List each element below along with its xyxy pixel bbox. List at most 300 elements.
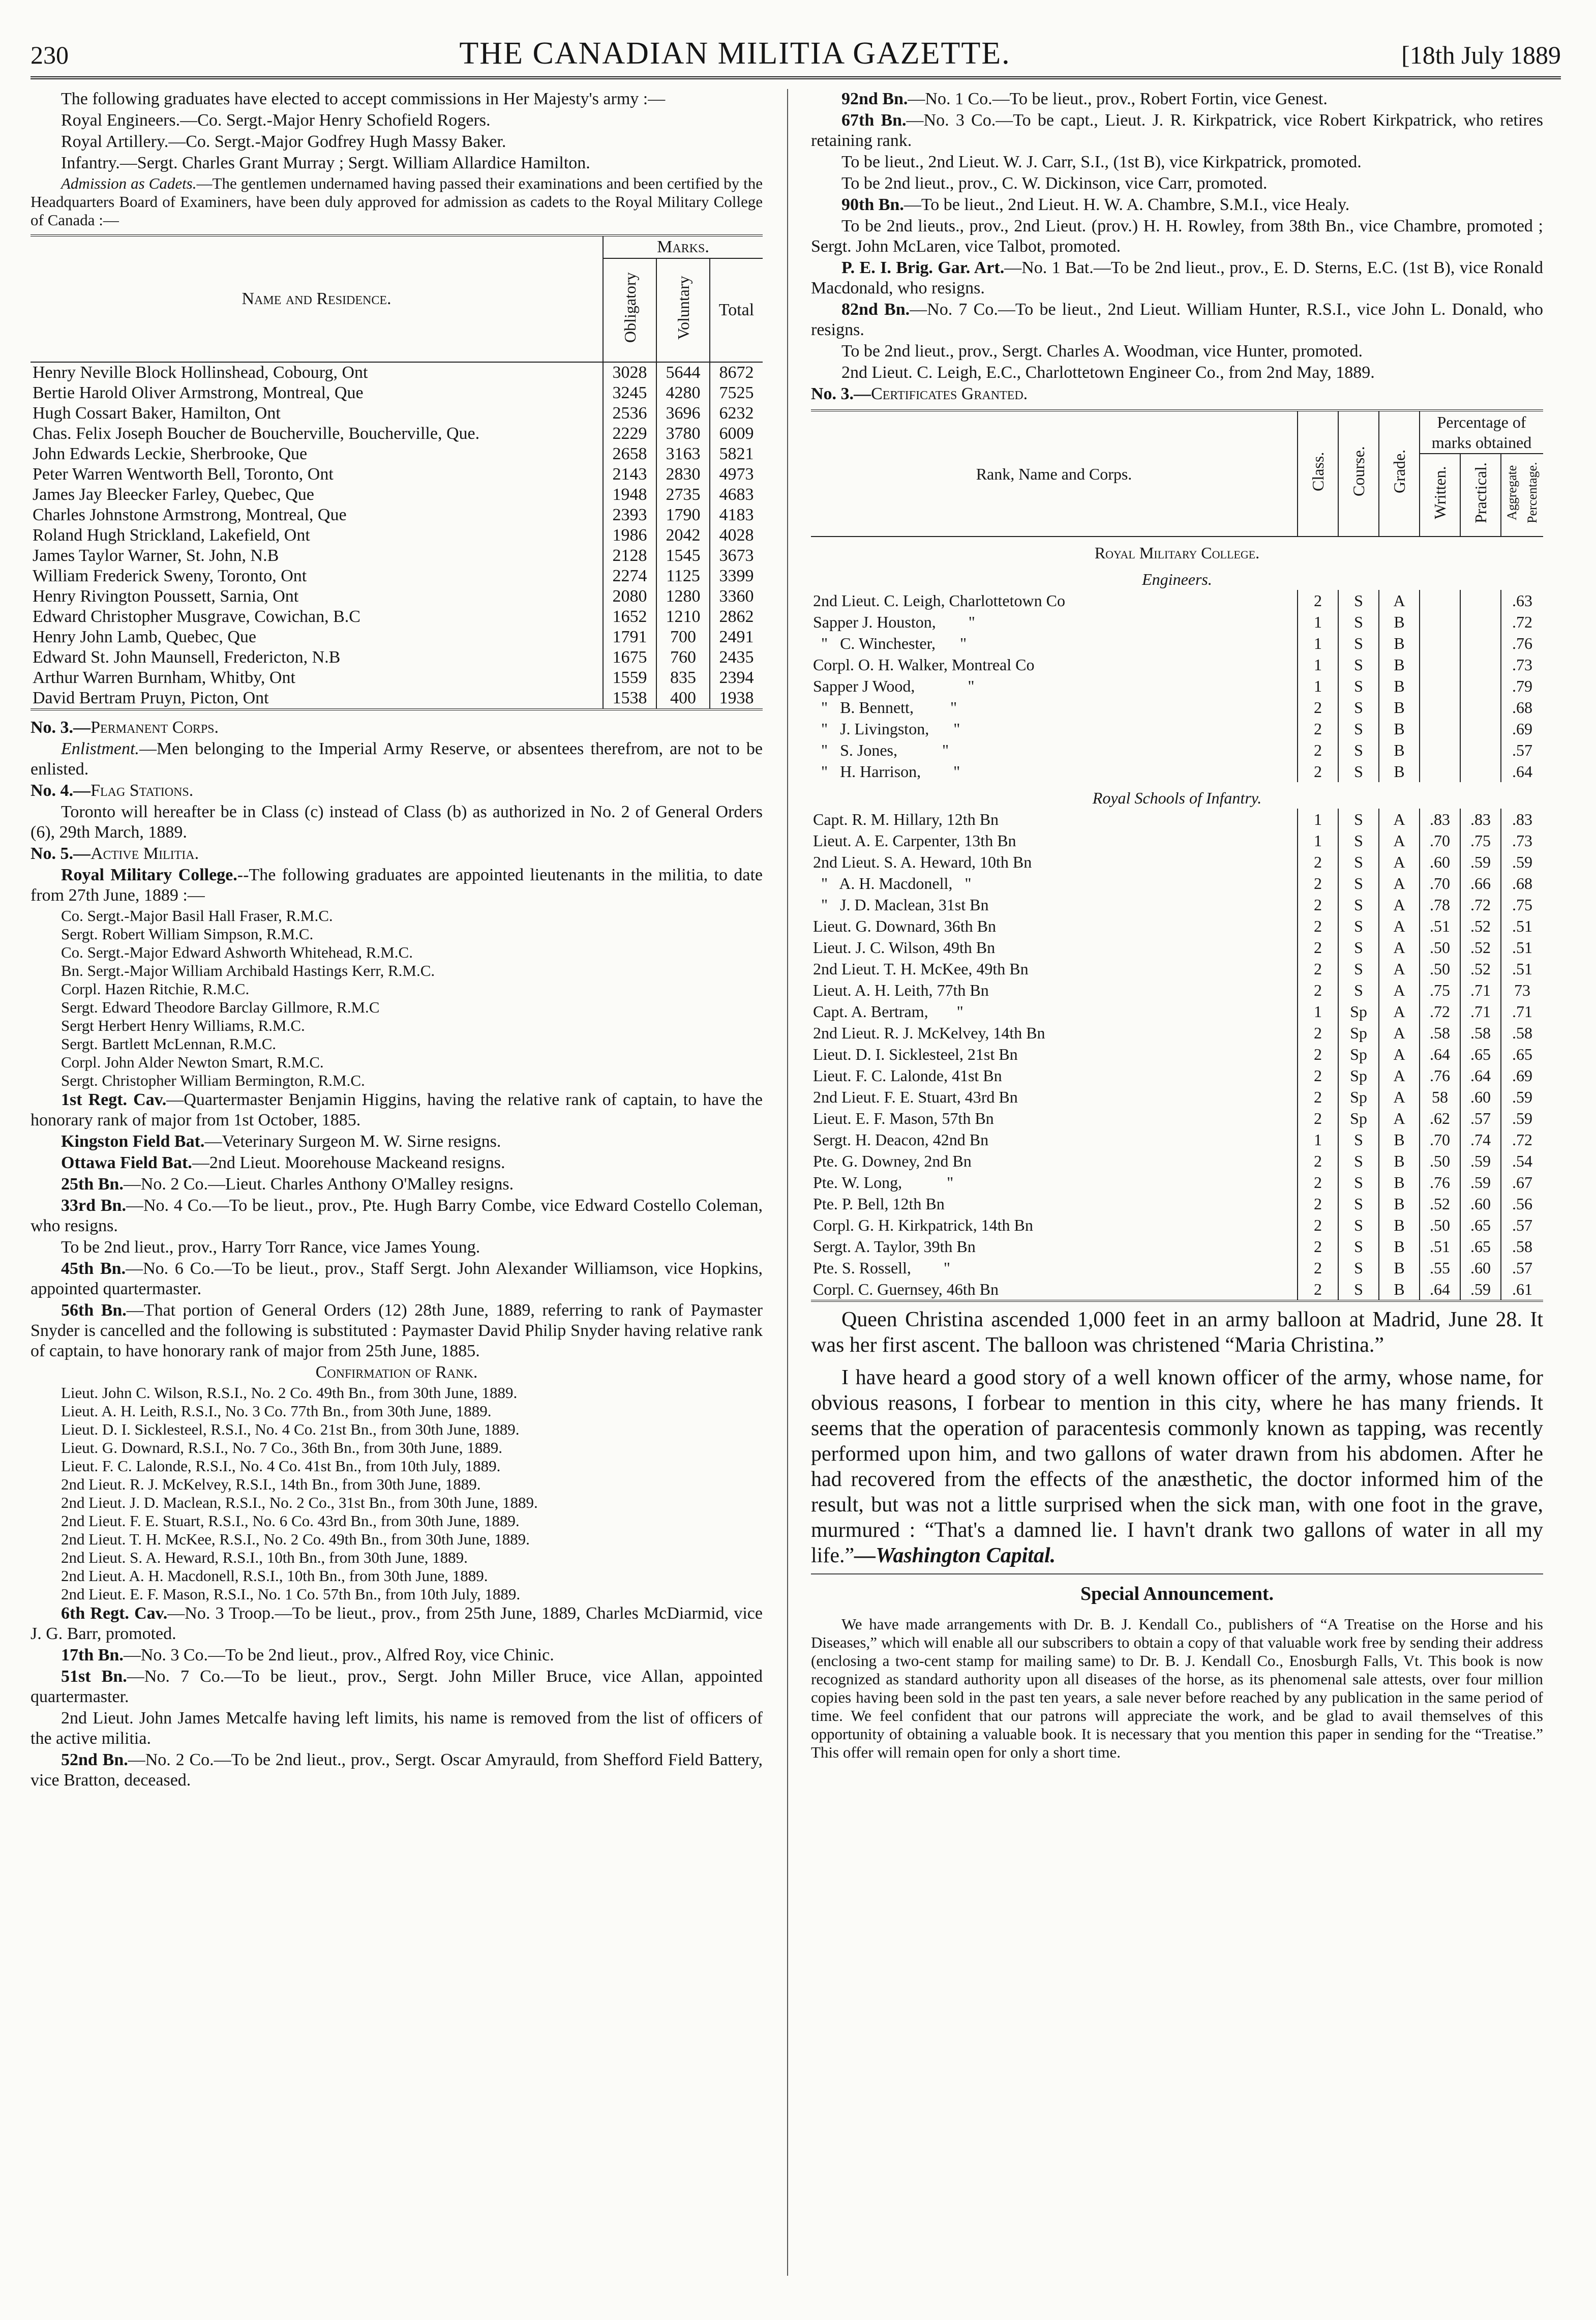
rank-name-cell: Lieut. F. C. Lalonde, 41st Bn xyxy=(813,1066,1002,1085)
table-row xyxy=(31,505,763,525)
table-row xyxy=(811,809,1543,830)
practical-cell xyxy=(1460,654,1501,675)
total-header: Total xyxy=(710,258,763,362)
list-item: Corpl. Hazen Ritchie, R.M.C. xyxy=(61,980,250,998)
infantry-section-heading: Royal Schools of Infantry. xyxy=(1092,789,1262,807)
masthead-title: THE CANADIAN MILITIA GAZETTE. xyxy=(459,36,1011,71)
table-row xyxy=(811,1236,1543,1257)
table-row xyxy=(31,444,763,464)
no3-heading: No. 3.—Permanent Corps. xyxy=(31,718,219,737)
total-cell: 4973 xyxy=(710,464,763,485)
aggregate-cell: 73 xyxy=(1501,979,1543,1001)
obligatory-cell: 2393 xyxy=(603,505,656,525)
total-cell: 3673 xyxy=(710,546,763,566)
course-cell: S xyxy=(1338,739,1379,761)
bn82-paragraph: 82nd Bn.—No. 7 Co.—To be lieut., 2nd Lieut. William Hunter, R.S.I., vice John L. Donald, who resigns. xyxy=(811,300,1543,339)
aggregate-cell: .68 xyxy=(1501,873,1543,894)
grade-cell: A xyxy=(1379,590,1420,611)
table-row xyxy=(811,1278,1543,1301)
cadet-name-cell: James Taylor Warner, St. John, N.B xyxy=(33,546,279,565)
aggregate-cell: .72 xyxy=(1501,1129,1543,1150)
list-item: Sergt. Robert William Simpson, R.M.C. xyxy=(61,925,314,943)
obligatory-cell: 2274 xyxy=(603,566,656,586)
written-cell: .50 xyxy=(1420,937,1460,958)
aggregate-cell: .56 xyxy=(1501,1193,1543,1214)
practical-cell: .59 xyxy=(1460,1150,1501,1172)
bn25-paragraph: 25th Bn.—No. 2 Co.—Lieut. Charles Anthony O'Malley resigns. xyxy=(61,1175,514,1194)
rank-name-cell: " S. Jones, " xyxy=(813,741,949,759)
table-row xyxy=(811,1257,1543,1278)
table-row xyxy=(811,915,1543,937)
table-row xyxy=(31,464,763,485)
table-row xyxy=(811,830,1543,851)
class-cell: 2 xyxy=(1298,761,1338,782)
table-row xyxy=(31,607,763,627)
voluntary-cell: 3163 xyxy=(656,444,710,464)
class-cell: 1 xyxy=(1298,809,1338,830)
obligatory-cell: 2229 xyxy=(603,424,656,444)
no5-heading: No. 5.—Active Militia. xyxy=(31,844,199,863)
aggregate-cell: .69 xyxy=(1501,1065,1543,1086)
practical-cell: .65 xyxy=(1460,1044,1501,1065)
aggregate-cell: .61 xyxy=(1501,1278,1543,1301)
course-cell: S xyxy=(1338,675,1379,697)
practical-cell xyxy=(1460,718,1501,739)
cadets-paragraph xyxy=(31,174,763,229)
obligatory-header: Obligatory xyxy=(620,272,639,343)
grade-cell: A xyxy=(1379,1001,1420,1022)
list-item: Bn. Sergt.-Major William Archibald Hastings Kerr, R.M.C. xyxy=(61,962,435,979)
rank-name-cell: " J. Livingston, " xyxy=(813,720,960,738)
grade-cell: A xyxy=(1379,1086,1420,1108)
course-cell: S xyxy=(1338,1236,1379,1257)
rank-name-corps-header: Rank, Name and Corps. xyxy=(811,410,1298,537)
obligatory-cell: 3028 xyxy=(603,362,656,383)
course-cell: S xyxy=(1338,590,1379,611)
aggregate-cell: .59 xyxy=(1501,1086,1543,1108)
written-cell: .62 xyxy=(1420,1108,1460,1129)
cadets-marks-table xyxy=(31,234,763,710)
class-cell: 2 xyxy=(1298,718,1338,739)
class-cell: 2 xyxy=(1298,739,1338,761)
course-cell: S xyxy=(1338,830,1379,851)
voluntary-cell: 400 xyxy=(656,688,710,709)
practical-cell xyxy=(1460,611,1501,633)
class-cell: 2 xyxy=(1298,873,1338,894)
grade-cell: B xyxy=(1379,1129,1420,1150)
list-item: Lieut. G. Downard, R.S.I., No. 7 Co., 36th Bn., from 30th June, 1889. xyxy=(61,1439,502,1456)
course-cell: S xyxy=(1338,979,1379,1001)
aggregate-cell: .58 xyxy=(1501,1236,1543,1257)
course-header: Course. xyxy=(1349,446,1368,497)
aggregate-cell: .63 xyxy=(1501,590,1543,611)
cadet-name-cell: Roland Hugh Strickland, Lakefield, Ont xyxy=(33,526,310,545)
practical-cell: .58 xyxy=(1460,1022,1501,1044)
table-row xyxy=(811,611,1543,633)
class-cell: 2 xyxy=(1298,1022,1338,1044)
no4-heading: No. 4.—Flag Stations. xyxy=(31,781,194,800)
bn56-paragraph: 56th Bn.—That portion of General Orders (12) 28th June, 1889, referring to rank of Paymaster Snyder is cancelled and the following is substituted : Paymaster David Philip Snyder having relative rank of captain, to have honorary rank of major from 25th June, 1885. xyxy=(31,1301,763,1360)
aggregate-cell: .67 xyxy=(1501,1172,1543,1193)
practical-cell: .59 xyxy=(1460,1278,1501,1301)
table-row xyxy=(31,566,763,586)
rank-name-cell: Lieut. E. F. Mason, 57th Bn xyxy=(813,1109,994,1127)
page-header xyxy=(31,36,1561,79)
story-paragraph: I have heard a good story of a well known officer of the army, whose name, for obvious reasons, I forbear to mention in this city, where he has many friends. It seems that the operation of paracentesis commonly known as tapping, was recently performed upon him, and two gallons of water drawn from his abdomen. After he had recovered from the effects of the anæsthetic, the doctor informed him of the result, but was not a little surprised when the sick man, with one foot in the grave, murmured : “That's a damned lie. I havn't drank two gallons of water in all my life.”—Washington Capital. xyxy=(811,1366,1543,1567)
grade-cell: A xyxy=(1379,979,1420,1001)
practical-cell xyxy=(1460,697,1501,718)
grade-cell: A xyxy=(1379,809,1420,830)
total-cell: 5821 xyxy=(710,444,763,464)
class-cell: 2 xyxy=(1298,1108,1338,1129)
course-cell: S xyxy=(1338,1257,1379,1278)
grade-cell: B xyxy=(1379,739,1420,761)
grade-cell: A xyxy=(1379,894,1420,915)
voluntary-cell: 3696 xyxy=(656,403,710,424)
cadet-name-cell: Charles Johnstone Armstrong, Montreal, Que xyxy=(33,505,347,524)
course-cell: S xyxy=(1338,937,1379,958)
rank-name-cell: Lieut. J. C. Wilson, 49th Bn xyxy=(813,938,996,957)
course-cell: S xyxy=(1338,1129,1379,1150)
bn51-paragraph: 51st Bn.—No. 7 Co.—To be lieut., prov., Sergt. John Miller Bruce, vice Allan, appointed quartermaster. xyxy=(31,1667,763,1706)
list-item: Sergt. Christopher William Bermington, R.M.C. xyxy=(61,1072,365,1089)
left-column xyxy=(31,89,763,1792)
bn45-paragraph: 45th Bn.—No. 6 Co.—To be lieut., prov., Staff Sergt. John Alexander Williamson, vice Hopkins, appointed quartermaster. xyxy=(31,1259,763,1298)
written-cell: .55 xyxy=(1420,1257,1460,1278)
total-cell: 3360 xyxy=(710,586,763,607)
column-divider xyxy=(787,89,788,2276)
class-cell: 1 xyxy=(1298,654,1338,675)
written-cell: .51 xyxy=(1420,915,1460,937)
gazette-page xyxy=(31,36,1561,2294)
cav1-paragraph: 1st Regt. Cav.—Quartermaster Benjamin Higgins, having the relative rank of captain, to have the honorary rank of major from 1st October, 1885. xyxy=(31,1090,763,1129)
table-row xyxy=(811,675,1543,697)
voluntary-cell: 4280 xyxy=(656,383,710,403)
table-row xyxy=(31,586,763,607)
total-cell: 2394 xyxy=(710,668,763,688)
practical-cell: .60 xyxy=(1460,1257,1501,1278)
rank-name-cell: Corpl. C. Guernsey, 46th Bn xyxy=(813,1280,999,1298)
written-cell xyxy=(1420,611,1460,633)
cadet-name-cell: Hugh Cossart Baker, Hamilton, Ont xyxy=(33,404,281,423)
aggregate-cell: .73 xyxy=(1501,654,1543,675)
practical-cell xyxy=(1460,633,1501,654)
table-row xyxy=(811,1214,1543,1236)
class-cell: 1 xyxy=(1298,611,1338,633)
grade-cell: B xyxy=(1379,1214,1420,1236)
table-row xyxy=(811,739,1543,761)
graduate-line: Royal Artillery.—Co. Sergt.-Major Godfrey Hugh Massy Baker. xyxy=(61,132,506,151)
table-row xyxy=(31,647,763,668)
special-announcement-heading: Special Announcement. xyxy=(1080,1583,1274,1604)
written-cell xyxy=(1420,654,1460,675)
course-cell: Sp xyxy=(1338,1044,1379,1065)
course-cell: Sp xyxy=(1338,1001,1379,1022)
cadet-name-cell: Chas. Felix Joseph Boucher de Boucherville, Boucherville, Que. xyxy=(33,424,480,443)
grade-cell: B xyxy=(1379,633,1420,654)
class-cell: 2 xyxy=(1298,1065,1338,1086)
course-cell: S xyxy=(1338,851,1379,873)
list-item: Sergt. Edward Theodore Barclay Gillmore, R.M.C xyxy=(61,998,380,1016)
grade-cell: B xyxy=(1379,1278,1420,1301)
cadet-name-cell: David Bertram Pruyn, Picton, Ont xyxy=(33,689,269,707)
total-cell: 8672 xyxy=(710,362,763,383)
cadet-name-cell: Henry Rivington Poussett, Sarnia, Ont xyxy=(33,587,299,606)
percentage-header: Percentage of marks obtained xyxy=(1420,410,1543,454)
obligatory-cell: 2128 xyxy=(603,546,656,566)
written-cell xyxy=(1420,675,1460,697)
cadets-heading: Admission as Cadets. xyxy=(61,174,197,192)
table-row xyxy=(811,1086,1543,1108)
course-cell: Sp xyxy=(1338,1086,1379,1108)
grade-cell: B xyxy=(1379,1257,1420,1278)
graduate-line: Royal Engineers.—Co. Sergt.-Major Henry Schofield Rogers. xyxy=(61,111,491,130)
grade-cell: B xyxy=(1379,1172,1420,1193)
practical-cell: .75 xyxy=(1460,830,1501,851)
written-cell xyxy=(1420,761,1460,782)
obligatory-cell: 3245 xyxy=(603,383,656,403)
aggregate-cell: .64 xyxy=(1501,761,1543,782)
table-row xyxy=(811,1065,1543,1086)
aggregate-cell: .54 xyxy=(1501,1150,1543,1172)
table-row xyxy=(811,1150,1543,1172)
obligatory-cell: 2080 xyxy=(603,586,656,607)
grade-cell: B xyxy=(1379,1193,1420,1214)
aggregate-header: Aggregate Percentage. xyxy=(1504,462,1540,524)
rank-name-cell: " B. Bennett, " xyxy=(813,698,957,717)
course-cell: S xyxy=(1338,915,1379,937)
aggregate-cell: .73 xyxy=(1501,830,1543,851)
class-cell: 2 xyxy=(1298,958,1338,979)
written-cell xyxy=(1420,739,1460,761)
voluntary-cell: 760 xyxy=(656,647,710,668)
total-cell: 4683 xyxy=(710,485,763,505)
written-cell: .50 xyxy=(1420,1150,1460,1172)
written-cell: .70 xyxy=(1420,873,1460,894)
class-cell: 2 xyxy=(1298,1172,1338,1193)
table-row xyxy=(31,383,763,403)
rank-name-cell: Capt. R. M. Hillary, 12th Bn xyxy=(813,810,999,828)
engineers-section-heading: Engineers. xyxy=(1142,570,1212,588)
total-cell: 6009 xyxy=(710,424,763,444)
bn33-paragraph: 33rd Bn.—No. 4 Co.—To be lieut., prov., Pte. Hugh Barry Combe, vice Edward Costello Coleman, who resigns. xyxy=(31,1196,763,1235)
bn51-paragraph-2: 2nd Lieut. John James Metcalfe having left limits, his name is removed from the list of officers of the active militia. xyxy=(31,1709,763,1748)
class-cell: 2 xyxy=(1298,979,1338,1001)
class-header: Class. xyxy=(1309,452,1327,491)
practical-cell: .83 xyxy=(1460,809,1501,830)
voluntary-cell: 1545 xyxy=(656,546,710,566)
practical-cell: .71 xyxy=(1460,1001,1501,1022)
table-row xyxy=(811,979,1543,1001)
grade-cell: B xyxy=(1379,697,1420,718)
grade-cell: B xyxy=(1379,761,1420,782)
section-row xyxy=(811,563,1543,590)
obligatory-cell: 1559 xyxy=(603,668,656,688)
written-cell: 58 xyxy=(1420,1086,1460,1108)
cav6-paragraph: 6th Regt. Cav.—No. 3 Troop.—To be lieut., prov., from 25th June, 1889, Charles McDiarmid, vice J. G. Barr, promoted. xyxy=(31,1604,763,1643)
table-row xyxy=(811,873,1543,894)
practical-cell: .66 xyxy=(1460,873,1501,894)
aggregate-cell: .68 xyxy=(1501,697,1543,718)
total-cell: 2491 xyxy=(710,627,763,647)
obligatory-cell: 1652 xyxy=(603,607,656,627)
list-item: Lieut. A. H. Leith, R.S.I., No. 3 Co. 77th Bn., from 30th June, 1889. xyxy=(61,1402,492,1420)
course-cell: S xyxy=(1338,611,1379,633)
written-cell xyxy=(1420,697,1460,718)
table-row xyxy=(811,894,1543,915)
table-row xyxy=(811,958,1543,979)
bn67-paragraph: 67th Bn.—No. 3 Co.—To be capt., Lieut. J. R. Kirkpatrick, vice Robert Kirkpatrick, who retires retaining rank. xyxy=(811,111,1543,150)
practical-cell: .65 xyxy=(1460,1214,1501,1236)
course-cell: S xyxy=(1338,809,1379,830)
course-cell: S xyxy=(1338,894,1379,915)
class-cell: 1 xyxy=(1298,1001,1338,1022)
voluntary-cell: 2735 xyxy=(656,485,710,505)
rank-name-cell: Sergt. A. Taylor, 39th Bn xyxy=(813,1237,976,1256)
right-column xyxy=(811,89,1543,1763)
table-row xyxy=(811,937,1543,958)
practical-cell: .52 xyxy=(1460,958,1501,979)
bn92-paragraph: 92nd Bn.—No. 1 Co.—To be lieut., prov., Robert Fortin, vice Genest. xyxy=(841,90,1328,108)
voluntary-cell: 700 xyxy=(656,627,710,647)
table-row xyxy=(811,1129,1543,1150)
rmc-paragraph: Royal Military College.--The following graduates are appointed lieutenants in the militia, to date from 27th June, 1889 :— xyxy=(31,866,763,905)
rank-name-cell: Pte. W. Long, " xyxy=(813,1173,954,1192)
practical-cell: .60 xyxy=(1460,1086,1501,1108)
list-item: Corpl. John Alder Newton Smart, R.M.C. xyxy=(61,1053,324,1071)
grade-cell: A xyxy=(1379,915,1420,937)
aggregate-cell: .76 xyxy=(1501,633,1543,654)
practical-cell xyxy=(1460,590,1501,611)
rank-name-cell: Corpl. O. H. Walker, Montreal Co xyxy=(813,656,1035,674)
cadet-name-cell: Henry Neville Block Hollinshead, Cobourg, Ont xyxy=(33,363,368,382)
grade-cell: A xyxy=(1379,873,1420,894)
total-cell: 4183 xyxy=(710,505,763,525)
practical-cell: .59 xyxy=(1460,851,1501,873)
total-cell: 2435 xyxy=(710,647,763,668)
written-cell: .76 xyxy=(1420,1172,1460,1193)
grade-header: Grade. xyxy=(1390,449,1408,494)
obligatory-cell: 2143 xyxy=(603,464,656,485)
list-item: Lieut. John C. Wilson, R.S.I., No. 2 Co. 49th Bn., from 30th June, 1889. xyxy=(61,1384,518,1402)
written-cell: .64 xyxy=(1420,1278,1460,1301)
rank-name-cell: Pte. P. Bell, 12th Bn xyxy=(813,1195,945,1213)
cadet-name-cell: Arthur Warren Burnham, Whitby, Ont xyxy=(33,668,295,687)
written-cell xyxy=(1420,590,1460,611)
graduate-line: Infantry.—Sergt. Charles Grant Murray ; Sergt. William Allardice Hamilton. xyxy=(61,154,590,172)
aggregate-cell: .72 xyxy=(1501,611,1543,633)
grade-cell: A xyxy=(1379,851,1420,873)
bn52-paragraph: 52nd Bn.—No. 2 Co.—To be 2nd lieut., prov., Sergt. Oscar Amyrauld, from Shefford Field Battery, vice Bratton, deceased. xyxy=(31,1750,763,1790)
rank-name-cell: " C. Winchester, " xyxy=(813,634,967,652)
cadet-name-cell: Bertie Harold Oliver Armstrong, Montreal, Que xyxy=(33,383,364,402)
written-cell: .75 xyxy=(1420,979,1460,1001)
voluntary-cell: 2830 xyxy=(656,464,710,485)
cadet-name-cell: Edward St. John Maunsell, Fredericton, N.B xyxy=(33,648,341,667)
grade-cell: B xyxy=(1379,1236,1420,1257)
rmc-section-heading: Royal Military College. xyxy=(1094,544,1260,562)
practical-cell: .65 xyxy=(1460,1236,1501,1257)
table-row xyxy=(31,627,763,647)
aggregate-cell: .65 xyxy=(1501,1044,1543,1065)
certificates-table xyxy=(811,409,1543,1302)
class-cell: 2 xyxy=(1298,1236,1338,1257)
aggregate-cell: .57 xyxy=(1501,739,1543,761)
rank-name-cell: Lieut. A. E. Carpenter, 13th Bn xyxy=(813,831,1016,850)
cadet-name-cell: Henry John Lamb, Quebec, Que xyxy=(33,628,256,646)
table-row xyxy=(811,1193,1543,1214)
rank-name-cell: Lieut. G. Downard, 36th Bn xyxy=(813,917,996,935)
rank-name-cell: Lieut. D. I. Sicklesteel, 21st Bn xyxy=(813,1045,1018,1063)
list-item: Sergt. Bartlett McLennan, R.M.C. xyxy=(61,1035,277,1053)
practical-cell: .74 xyxy=(1460,1129,1501,1150)
no4-text: Toronto will hereafter be in Class (c) instead of Class (b) as authorized in No. 2 of General Orders (6), 29th March, 1889. xyxy=(31,802,763,842)
name-residence-header: Name and Residence. xyxy=(31,235,603,362)
bn67-paragraph-3: To be 2nd lieut., prov., C. W. Dickinson, vice Carr, promoted. xyxy=(841,174,1268,193)
total-cell: 4028 xyxy=(710,525,763,546)
confirmation-heading: Confirmation of Rank. xyxy=(315,1363,478,1382)
course-cell: S xyxy=(1338,654,1379,675)
practical-cell: .52 xyxy=(1460,937,1501,958)
class-cell: 2 xyxy=(1298,915,1338,937)
grade-cell: A xyxy=(1379,1108,1420,1129)
aggregate-cell: .79 xyxy=(1501,675,1543,697)
class-cell: 2 xyxy=(1298,590,1338,611)
cadet-name-cell: John Edwards Leckie, Sherbrooke, Que xyxy=(33,444,308,463)
cadet-name-cell: Edward Christopher Musgrave, Cowichan, B.C xyxy=(33,607,360,626)
practical-cell xyxy=(1460,675,1501,697)
enlistment-paragraph: Enlistment.—Men belonging to the Imperial Army Reserve, or absentees therefrom, are not to be enlisted. xyxy=(31,739,763,779)
aggregate-cell: .71 xyxy=(1501,1001,1543,1022)
voluntary-cell: 3780 xyxy=(656,424,710,444)
voluntary-cell: 2042 xyxy=(656,525,710,546)
rank-name-cell: 2nd Lieut. R. J. McKelvey, 14th Bn xyxy=(813,1024,1045,1042)
course-cell: S xyxy=(1338,873,1379,894)
table-row xyxy=(31,424,763,444)
table-row xyxy=(811,633,1543,654)
practical-cell: .64 xyxy=(1460,1065,1501,1086)
voluntary-header: Voluntary xyxy=(674,276,692,340)
written-cell: .70 xyxy=(1420,1129,1460,1150)
obligatory-cell: 1948 xyxy=(603,485,656,505)
obligatory-cell: 2536 xyxy=(603,403,656,424)
table-row xyxy=(811,654,1543,675)
list-item: 2nd Lieut. J. D. Maclean, R.S.I., No. 2 Co., 31st Bn., from 30th June, 1889. xyxy=(61,1494,538,1511)
class-cell: 2 xyxy=(1298,1278,1338,1301)
list-item: Co. Sergt.-Major Edward Ashworth Whitehead, R.M.C. xyxy=(61,943,413,961)
ottawa-paragraph: Ottawa Field Bat.—2nd Lieut. Moorehouse Mackeand resigns. xyxy=(61,1153,505,1172)
course-cell: Sp xyxy=(1338,1065,1379,1086)
total-cell: 3399 xyxy=(710,566,763,586)
table-row xyxy=(811,1108,1543,1129)
grade-cell: A xyxy=(1379,937,1420,958)
practical-header: Practical. xyxy=(1471,462,1490,523)
aggregate-cell: .69 xyxy=(1501,718,1543,739)
written-cell: .83 xyxy=(1420,809,1460,830)
list-item: 2nd Lieut. T. H. McKee, R.S.I., No. 2 Co. 49th Bn., from 30th June, 1889. xyxy=(61,1530,530,1548)
bn67-paragraph-2: To be lieut., 2nd Lieut. W. J. Carr, S.I., (1st B), vice Kirkpatrick, promoted. xyxy=(841,153,1362,171)
aggregate-cell: .51 xyxy=(1501,937,1543,958)
grade-cell: A xyxy=(1379,1044,1420,1065)
cadet-rows xyxy=(31,362,763,709)
class-cell: 2 xyxy=(1298,697,1338,718)
class-cell: 1 xyxy=(1298,1129,1338,1150)
voluntary-cell: 5644 xyxy=(656,362,710,383)
rank-name-cell: Sergt. H. Deacon, 42nd Bn xyxy=(813,1131,989,1149)
class-cell: 2 xyxy=(1298,894,1338,915)
cadet-name-cell: James Jay Bleecker Farley, Quebec, Que xyxy=(33,485,314,504)
list-item: 2nd Lieut. E. F. Mason, R.S.I., No. 1 Co. 57th Bn., from 10th July, 1889. xyxy=(61,1585,521,1603)
